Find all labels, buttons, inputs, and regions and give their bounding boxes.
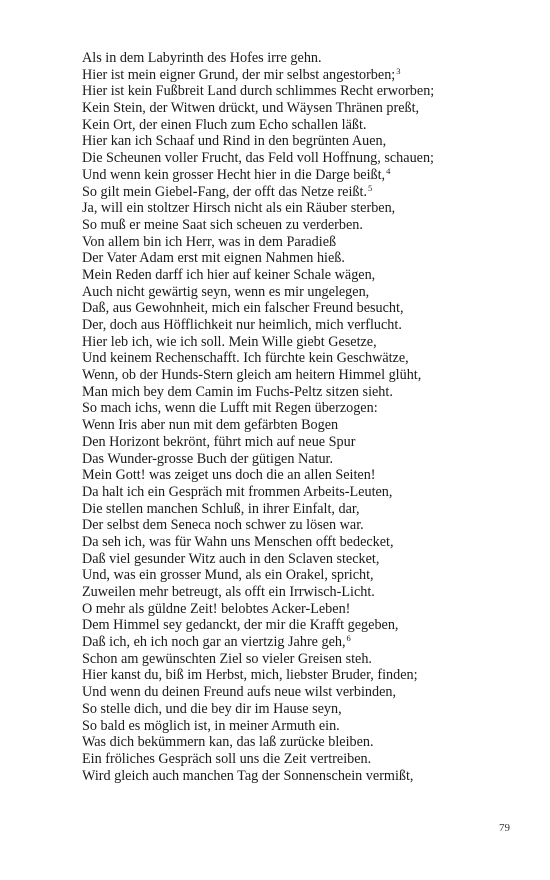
poem-line-text: Und wenn du deinen Freund aufs neue wilst verbinden, — [82, 684, 397, 701]
poem-line-text: So gilt mein Giebel-Fang, der offt das Netze reißt. — [82, 183, 367, 200]
poem-line — [82, 451, 522, 468]
poem-line — [82, 601, 522, 618]
poem-line — [82, 634, 522, 651]
poem-line-text: Der Vater Adam erst mit eignen Nahmen hieß. — [82, 250, 345, 267]
poem-line-text: Der selbst dem Seneca noch schwer zu lösen war. — [82, 517, 364, 534]
poem-line-text: Man mich bey dem Camin im Fuchs-Peltz sitzen sieht. — [82, 383, 393, 400]
poem-line — [82, 167, 522, 184]
poem-line-text: Den Horizont bekrönt, führt mich auf neue Spur — [82, 433, 356, 450]
poem-line-text: Ja, will ein stoltzer Hirsch nicht als ein Räuber sterben, — [82, 200, 396, 217]
poem-line-text: Und keinem Rechenschafft. Ich fürchte kein Geschwätze, — [82, 350, 409, 367]
poem-line-text: Mein Gott! was zeiget uns doch die an allen Seiten! — [82, 467, 376, 484]
poem-line-text: So mach ichs, wenn die Lufft mit Regen überzogen: — [82, 400, 378, 417]
poem-line-text: Daß, aus Gewohnheit, mich ein falscher Freund besucht, — [82, 300, 404, 317]
poem-line-text: Als in dem Labyrinth des Hofes irre gehn. — [82, 50, 322, 66]
poem-line — [82, 567, 522, 584]
footnote-marker[interactable]: 6 — [346, 633, 351, 644]
poem-line — [82, 367, 522, 384]
poem-line — [82, 350, 522, 367]
poem-line — [82, 384, 522, 401]
poem-line — [82, 117, 522, 134]
poem-line-text: Und, was ein grosser Mund, als ein Orakel, spricht, — [82, 567, 374, 584]
poem-line — [82, 50, 522, 67]
poem-line — [82, 100, 522, 117]
page-number: 79 — [499, 822, 510, 834]
footnote-marker[interactable]: 4 — [386, 165, 391, 176]
poem-line — [82, 617, 522, 634]
poem-line-text: Zuweilen mehr betreugt, als offt ein Irrwisch-Licht. — [82, 584, 375, 600]
poem-line — [82, 584, 522, 601]
poem-line — [82, 434, 522, 451]
poem-line — [82, 250, 522, 267]
poem-line — [82, 467, 522, 484]
poem-line — [82, 718, 522, 735]
poem-line-text: Die stellen manchen Schluß, in ihrer Einfalt, dar, — [82, 500, 360, 517]
poem-line-text: O mehr als güldne Zeit! belobtes Acker-Leben! — [82, 600, 351, 617]
poem-line — [82, 551, 522, 568]
poem-line-text: So stelle dich, und die bey dir im Hause seyn, — [82, 700, 342, 717]
poem-line-text: Wenn, ob der Hunds-Stern gleich am heitern Himmel glüht, — [82, 367, 422, 384]
poem-line — [82, 417, 522, 434]
poem-line — [82, 701, 522, 718]
poem-line — [82, 751, 522, 768]
poem-line-text: So bald es möglich ist, in meiner Armuth ein. — [82, 717, 340, 734]
poem-line-text: Daß ich, eh ich noch gar an viertzig Jahre geh, — [82, 634, 346, 651]
poem-line-text: Daß viel gesunder Witz auch in den Sclaven stecket, — [82, 550, 380, 567]
poem-line — [82, 267, 522, 284]
poem-line-text: Kein Stein, der Witwen drückt, und Wäysen Thränen preßt, — [82, 100, 420, 117]
footnote-marker[interactable]: 5 — [368, 182, 373, 193]
poem-line — [82, 734, 522, 751]
poem-line-text: Schon am gewünschten Ziel so vieler Greisen steh. — [82, 650, 372, 667]
poem-line — [82, 133, 522, 150]
poem-line-text: Was dich bekümmern kan, das laß zurücke bleiben. — [82, 734, 374, 751]
poem-line — [82, 150, 522, 167]
poem-line — [82, 217, 522, 234]
poem-line — [82, 517, 522, 534]
poem-line-text: Hier kan ich Schaaf und Rind in den begrünten Auen, — [82, 133, 387, 150]
poem-line-text: Wird gleich auch manchen Tag der Sonnenschein vermißt, — [82, 767, 414, 784]
poem-line-text: Hier ist mein eigner Grund, der mir selbst angestorben; — [82, 66, 396, 83]
poem-line-text: Da halt ich ein Gespräch mit frommen Arbeits-Leuten, — [82, 483, 393, 500]
poem-line — [82, 67, 522, 84]
poem-line — [82, 184, 522, 201]
poem-line-text: Von allem bin ich Herr, was in dem Paradieß — [82, 233, 337, 250]
poem-line-text: Wenn Iris aber nun mit dem gefärbten Bogen — [82, 417, 339, 434]
poem-line — [82, 667, 522, 684]
poem-line-text: Hier leb ich, wie ich soll. Mein Wille giebt Gesetze, — [82, 333, 377, 350]
poem-line — [82, 284, 522, 301]
poem-line — [82, 83, 522, 100]
poem-line-text: Dem Himmel sey gedanckt, der mir die Krafft gegeben, — [82, 617, 399, 634]
poem-line-text: Das Wunder-grosse Buch der gütigen Natur. — [82, 450, 334, 467]
poem-line-text: Ein fröliches Gespräch soll uns die Zeit vertreiben. — [82, 750, 372, 767]
poem-line — [82, 534, 522, 551]
poem-line-text: So muß er meine Saat sich scheuen zu verderben. — [82, 216, 363, 233]
poem-line — [82, 334, 522, 351]
poem-line-text: Kein Ort, der einen Fluch zum Echo schallen läßt. — [82, 116, 367, 133]
poem-line — [82, 484, 522, 501]
poem-line-text: Der, doch aus Höfflichkeit nur heimlich, mich verflucht. — [82, 317, 402, 333]
poem-text — [82, 50, 522, 784]
poem-line-text: Auch nicht gewärtig seyn, wenn es mir ungelegen, — [82, 283, 370, 300]
poem-line-text: Da seh ich, was für Wahn uns Menschen offt bedecket, — [82, 533, 394, 550]
poem-line-text: Hier kanst du, biß im Herbst, mich, liebster Bruder, finden; — [82, 667, 418, 684]
poem-line — [82, 684, 522, 701]
poem-line — [82, 400, 522, 417]
poem-line — [82, 300, 522, 317]
poem-line-text: Die Scheunen voller Frucht, das Feld voll Hoffnung, schauen; — [82, 150, 434, 167]
poem-line — [82, 317, 522, 334]
poem-line — [82, 768, 522, 785]
poem-line-text: Hier ist kein Fußbreit Land durch schlimmes Recht erworben; — [82, 83, 435, 100]
footnote-marker[interactable]: 3 — [396, 65, 401, 76]
poem-line-text: Mein Reden darff ich hier auf keiner Schale wägen, — [82, 266, 376, 283]
poem-line — [82, 501, 522, 518]
poem-line — [82, 200, 522, 217]
poem-line — [82, 234, 522, 251]
poem-line-text: Und wenn kein grosser Hecht hier in die Darge beißt, — [82, 166, 386, 183]
poem-line — [82, 651, 522, 668]
